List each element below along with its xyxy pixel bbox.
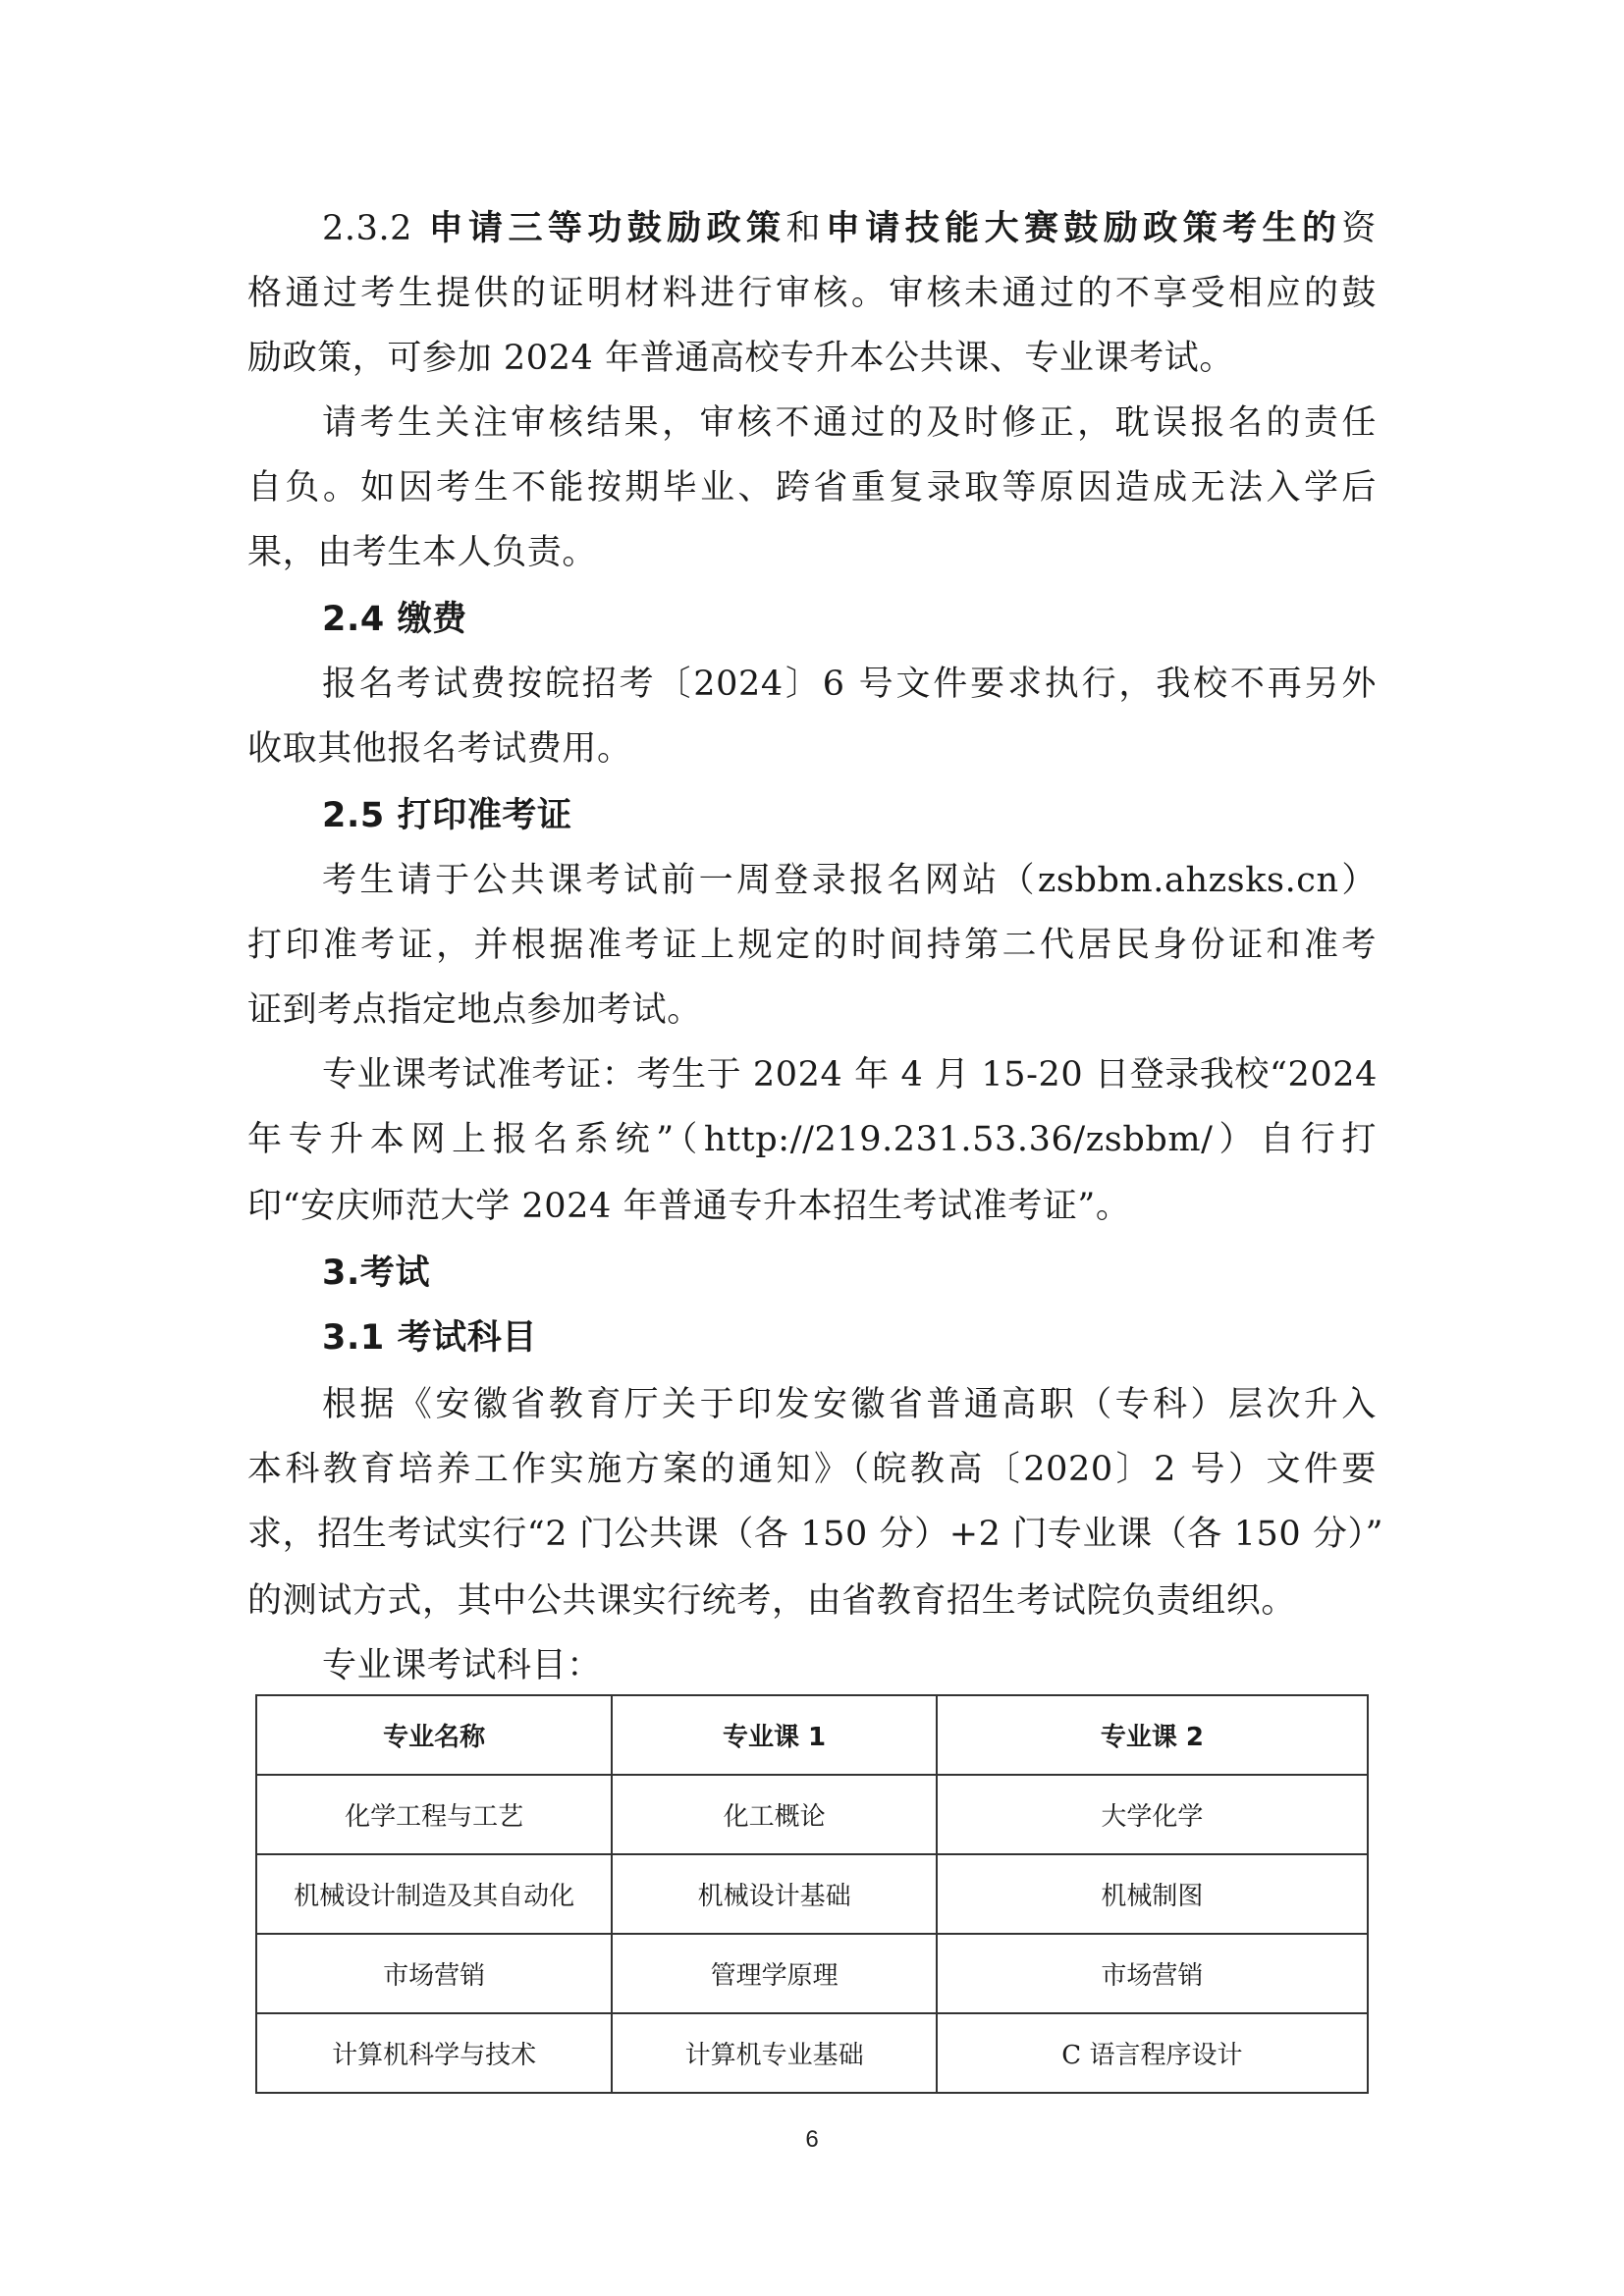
paragraph-line: 证到考点指定地点参加考试。 [247,990,702,1030]
table-row [256,2013,1368,2093]
table-row [256,1775,1368,1854]
heading-3: 3.考试 [322,1254,431,1293]
paragraph-line: 打印准考证，并根据准考证上规定的时间持第二代居民身份证和准考 [247,926,1377,965]
paragraph-line: 根据《安徽省教育厅关于印发安徽省普通高职（专科）层次升入 [322,1385,1377,1424]
paragraph-line: 求，招生考试实行“2 门公共课（各 150 分）+2 门专业课（各 150 分）” [247,1515,1384,1554]
header-major-name: 专业名称 [256,1695,612,1775]
cell-course-2: 大学化学 [937,1775,1368,1854]
table-row [256,1934,1368,2013]
table-caption: 专业课考试科目： [322,1646,602,1685]
cell-course-1: 管理学原理 [612,1934,936,2013]
paragraph-line: 励政策，可参加 2024 年普通高校专升本公共课、专业课考试。 [247,339,1234,378]
paragraph-line: 报名考试费按皖招考〔2024〕6 号文件要求执行，我校不再另外 [322,665,1377,704]
header-course-2: 专业课 2 [937,1695,1368,1775]
section-number: 2.3.2 [322,209,429,248]
table-header-row [256,1695,1368,1775]
cell-course-1: 计算机专业基础 [612,2013,936,2093]
cell-major: 机械设计制造及其自动化 [256,1854,612,1934]
cell-course-2: 市场营销 [937,1934,1368,2013]
paragraph-line: 本科教育培养工作实施方案的通知》（皖教高〔2020〕2 号）文件要 [247,1450,1377,1489]
paragraph-line: 年专升本网上报名系统”（http://219.231.53.36/zsbbm/）自行打 [247,1120,1377,1159]
text: 资 [1341,209,1378,248]
paragraph-line: 考生请于公共课考试前一周登录报名网站（zsbbm.ahzsks.cn） [322,861,1377,900]
heading-2-4: 2.4 缴费 [322,600,467,639]
heading-3-1: 3.1 考试科目 [322,1318,537,1358]
cell-course-2: 机械制图 [937,1854,1368,1934]
cell-course-2: C 语言程序设计 [937,2013,1368,2093]
paragraph-line: 果，由考生本人负责。 [247,533,598,572]
paragraph-line: 专业课考试准考证：考生于 2024 年 4 月 15-20 日登录我校“2024 [322,1055,1378,1095]
paragraph-line: 收取其他报名考试费用。 [247,729,632,769]
paragraph-line: 的测试方式，其中公共课实行统考，由省教育招生考试院负责组织。 [247,1581,1297,1621]
subjects-table [255,1694,1369,2094]
cell-major: 市场营销 [256,1934,612,2013]
bold-phrase: 申请技能大赛鼓励政策考生的 [825,209,1342,248]
bold-phrase: 申请三等功鼓励政策 [428,209,786,248]
table-row [256,1854,1368,1934]
heading-2-5: 2.5 打印准考证 [322,796,572,835]
cell-major: 计算机科学与技术 [256,2013,612,2093]
cell-major: 化学工程与工艺 [256,1775,612,1854]
paragraph-line: 自负。如因考生不能按期毕业、跨省重复录取等原因造成无法入学后 [247,468,1377,507]
paragraph-line: 格通过考生提供的证明材料进行审核。审核未通过的不享受相应的鼓 [247,274,1377,313]
paragraph-line: 请考生关注审核结果，审核不通过的及时修正，耽误报名的责任 [322,403,1377,443]
section-2-3-2-line-1 [322,196,1377,261]
paragraph-line: 印“安庆师范大学 2024 年普通专升本招生考试准考证”。 [247,1187,1131,1226]
page-number: 6 [805,2126,819,2153]
cell-course-1: 化工概论 [612,1775,936,1854]
text: 和 [785,209,826,248]
header-course-1: 专业课 1 [612,1695,936,1775]
cell-course-1: 机械设计基础 [612,1854,936,1934]
